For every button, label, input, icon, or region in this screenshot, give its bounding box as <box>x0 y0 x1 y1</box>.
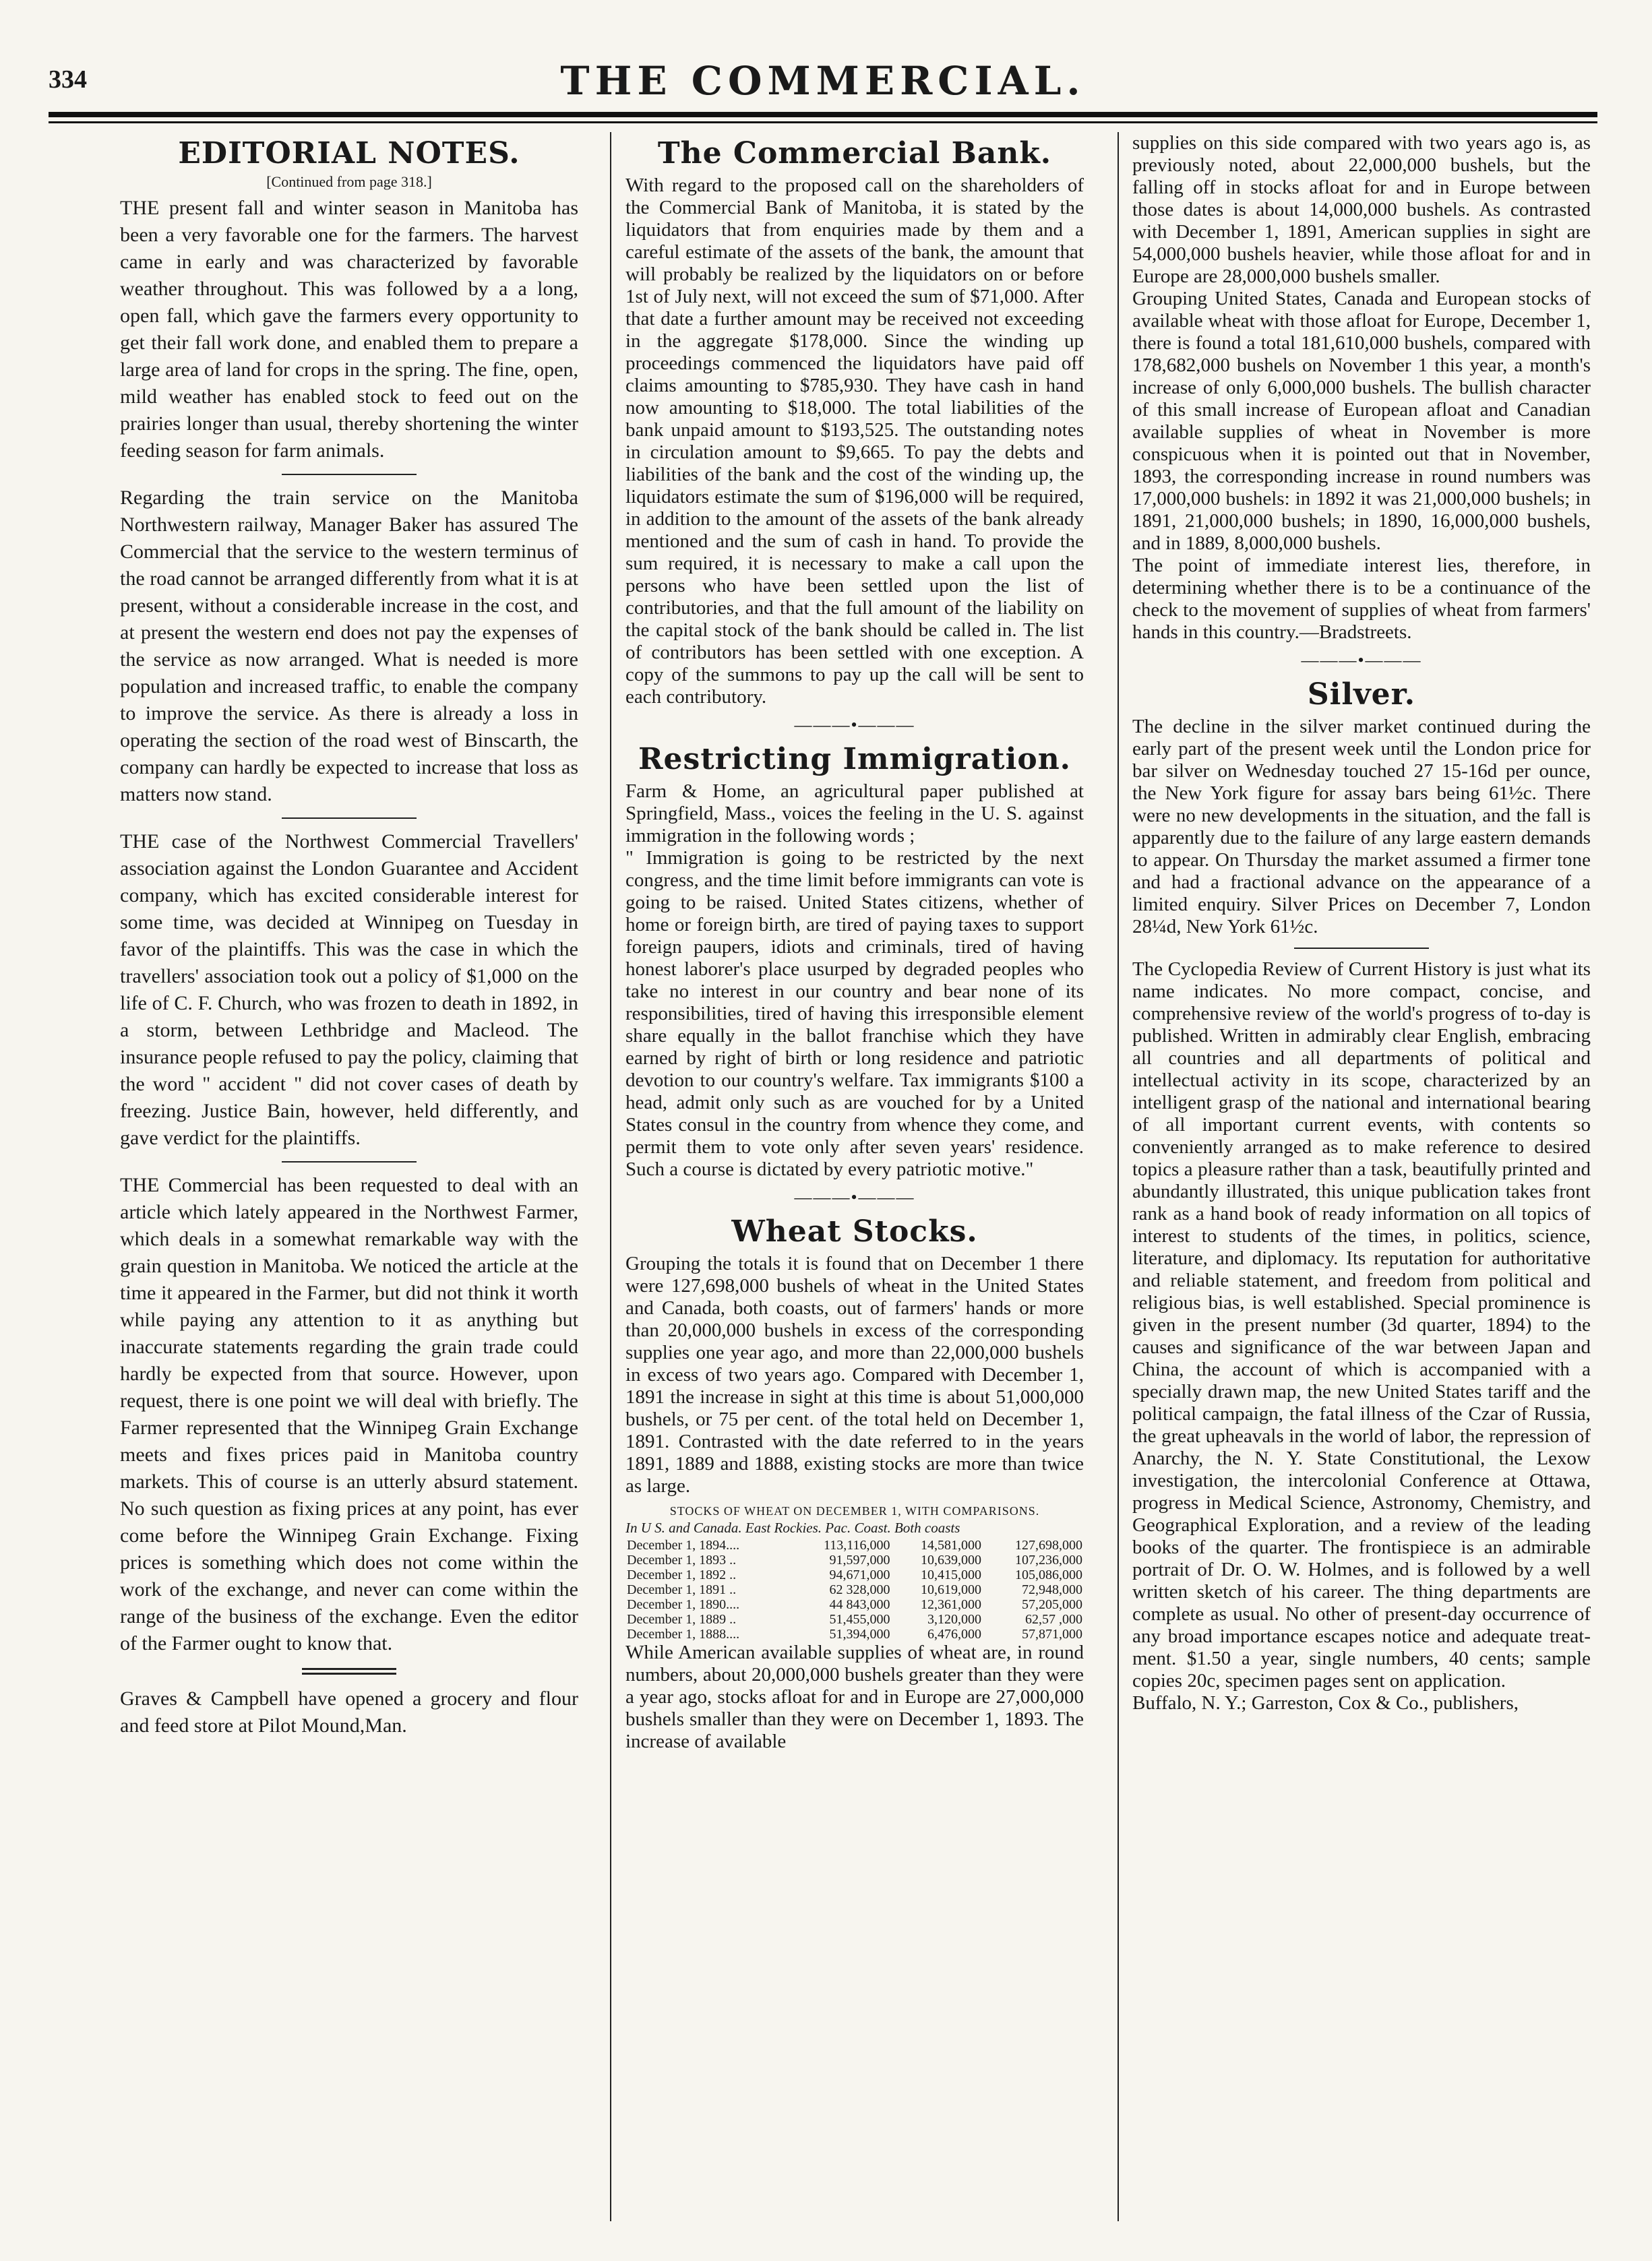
table-cell-value: 94,671,000 <box>829 1568 890 1582</box>
article-paragraph: The point of immediate interest lies, therefore, in determining whether there is to be a continuance of the check to the movement of supplies of wheat from farmers' hands in this country.—Bradstreets. <box>1132 555 1591 643</box>
table-cell-value: 72,948,000 <box>1022 1582 1082 1597</box>
masthead-rule <box>49 112 1597 117</box>
editorial-paragraph: Regarding the train service on the Manitoba Northwestern railway, Manager Baker has assured The Commercial that the service to the western terminus of the road cannot be arranged differently from what it is at present, without a considerable increase in the cost, and at present the western end does not pay the expenses of the service as now arranged. What is needed is more population and increased traffic, to enable the company to improve the service. As there is already a loss in operating the section of the road west of Binscarth, the company can hardly be expected to increase that loss as matters now stand. <box>120 487 578 805</box>
section-divider <box>282 1161 417 1163</box>
table-cell-date: December 1, 1890.... <box>627 1597 740 1612</box>
editorial-paragraph: THE case of the Northwest Commercial Travellers' association against the London Guarantee and Accident company, which has excited considerable interest for some time, was decided at Winnipeg on Tuesday in favor of the plaintiffs. This was the case in which the travellers' association took out a policy of $1,000 on the life of C. F. Church, who was frozen to death in 1892, in a storm, between Lethbridge and Macleod. The insurance people refused to pay the policy, claiming that the word " accident " did not cover cases of death by freezing. Justice Bain, however, held differently, and gave verdict for the plaintiffs. <box>120 830 578 1149</box>
column-divider-2 <box>1118 132 1119 2221</box>
column-2 <box>625 132 1084 2228</box>
section-divider <box>282 474 417 475</box>
table-cell-value: 51,455,000 <box>829 1612 890 1627</box>
silver-heading: Silver. <box>1307 677 1416 712</box>
table-cell-date: December 1, 1892 .. <box>627 1568 737 1582</box>
masthead-rule-thin <box>49 121 1597 123</box>
table-cell-value: 127,698,000 <box>1015 1538 1082 1553</box>
table-cell-value: 12,361,000 <box>921 1597 982 1612</box>
ornamental-divider: ———•——— <box>794 1187 915 1207</box>
article-paragraph: The decline in the silver market continued during the early part of the present week until the London price for bar silver on Wednesday touched 27 15-16d per ounce, the New York figure for assay bars being 61½c. There were no new developments in the situation, and the fall is apparently due to the failure of any large eastern demands to appear. On Thursday the market assumed a firmer tone and had a fractional advance on the appearance of a limited enquiry. Silver Prices on December 7, London 28¼d, New York 61½c. <box>1132 716 1591 937</box>
continued-note: [Continued from page 318.] <box>266 173 432 190</box>
article-paragraph: Grouping the totals it is found that on December 1 there were 127,698,000 bushels of wheat in the United States and Canada, both coasts, out of farmers' hands or more than 20,000,000 bushels in excess of the corresponding supplies one year ago, and more than 22,000,000 bushels in excess of two years ago. Compared with December 1, 1891 the increase in sight at this time is about 51,000,000 bushels, or 75 per cent. of the total held on December 1, 1891. Contrasted with the date referred to in the years 1891, 1889 and 1888, existing stocks are more than twice as large. <box>625 1253 1084 1497</box>
section-divider <box>1294 948 1429 949</box>
table-cell-value: 10,639,000 <box>921 1553 982 1568</box>
editorial-paragraph: Graves & Campbell have opened a grocery and flour and feed store at Pilot Mound,Man. <box>120 1687 578 1737</box>
ornamental-divider: ———•——— <box>1301 650 1422 670</box>
article-paragraph: Farm & Home, an agricultural paper published at Springfield, Mass., voices the feeling in the U. S. against immigration in the following words ; <box>625 780 1084 846</box>
table-cell-value: 107,236,000 <box>1015 1553 1082 1568</box>
section-divider <box>282 817 417 819</box>
table-row <box>625 1568 1084 1582</box>
table-cell-value: 62,57 ,000 <box>1025 1612 1082 1627</box>
table-row <box>625 1627 1084 1642</box>
table-cell-date: December 1, 1891 .. <box>627 1582 737 1597</box>
table-cell-date: December 1, 1893 .. <box>627 1553 737 1568</box>
table-row <box>625 1538 1084 1553</box>
commercial-bank-heading: The Commercial Bank. <box>657 136 1052 171</box>
page-number: 334 <box>49 65 87 94</box>
table-cell-date: December 1, 1888.... <box>627 1627 740 1642</box>
table-cell-value: 113,116,000 <box>824 1538 890 1553</box>
editorial-paragraph: THE Commercial has been requested to deal with an article which lately appeared in the Northwest Farmer, which deals in a somewhat remarkable way with the grain question in Manitoba. We noticed the article at the time it appeared in the Farmer, but did not think it worth while paying any attention to it as anything but inaccurate statements regarding the grain trade could hardly be expected from that source. However, upon request, there is one point we will deal with briefly. The Farmer represented that the Winnipeg Grain Exchange meets and fixes prices paid in Manitoba country markets. This of course is an utterly absurd statement. No such question as fixing prices at any point, has ever come before the Winnipeg Grain Exchange. Fixing prices is something which does not come within the work of the exchange, and never can come within the range of the business of the exchange. Even the editor of the Farmer ought to know that. <box>120 1174 578 1654</box>
table-cell-value: 6,476,000 <box>927 1627 982 1642</box>
wheat-stocks-table <box>625 1538 1084 1642</box>
table-cell-date: December 1, 1894.... <box>627 1538 740 1553</box>
article-paragraph: The Cyclopedia Review of Current History is just what its name indicates. No more compact, concise, and comprehensive review of the world's progress of to-day is published. Written in admirably clear English, embracing all countries and all departments of political and intellectual activity in its scope, characterized by an intelligent grasp of the national and international bearing of all important current events, with contents so conveniently arranged as to make reference to desired topics a pleasure rather than a task, beautifully printed and abundantly illustrated, this unique publication takes front rank as a hand book of ready information on all topics of interest to students of the times, in politics, science, literature, and diplomacy. Its reputation for authoritative and reliable statement, and freedom from political and religious bias, is well established. Special prominence is given in the present number (3d quarter, 1894) to the causes and significance of the war between Japan and China, the account of which is accompanied with a specially drawn map, the new United States tariff and the political campaign, the fatal illness of the Czar of Russia, the great upheavals in the world of labor, the repression of Anarchy, the N. Y. State Constitutional, the Lexow investigation, the intercolonial Conference at Ottawa, progress in Medical Science, Astronomy, Chemistry, and Geographical Exploration, and a review of the leading books of the quarter. The frontispiece is an admirable portrait of Dr. O. W. Holmes, and is followed by a well written sketch of his career. The thing departments are complete as usual. No other of present-day occurrence of any broad importance escapes notice and adequate treat-ment. $1.50 a year, single numbers, 40 cents; sample copies 20c, specimen pages sent on application. <box>1132 958 1591 1692</box>
article-paragraph: While American available supplies of wheat are, in round numbers, about 20,000,000 bushels greater than they were a year ago, stocks afloat for and in Europe are 27,000,000 bushels smaller than they were on December 1, 1893. The increase of available <box>625 1642 1084 1752</box>
table-cell-value: 44 843,000 <box>829 1597 890 1612</box>
table-row <box>625 1597 1084 1612</box>
table-row <box>625 1612 1084 1627</box>
article-paragraph: supplies on this side compared with two years ago is, as previously noted, about 22,000,000 bushels, but the falling off in stocks afloat for and in Europe between those dates is about 14,000,000 bushels. As contrasted with December 1, 1891, American supplies in sight are 54,000,000 bushels heavier, while those afloat for and in Europe are 28,000,000 bushels smaller. <box>1132 132 1591 287</box>
paper-title: THE COMMERCIAL. <box>560 58 1086 104</box>
section-divider-double <box>302 1668 396 1675</box>
table-cell-value: 62 328,000 <box>829 1582 890 1597</box>
wheat-stocks-heading: Wheat Stocks. <box>731 1214 978 1249</box>
table-cell-value: 91,597,000 <box>829 1553 890 1568</box>
table-row <box>625 1553 1084 1568</box>
editorial-notes-heading: EDITORIAL NOTES. <box>178 136 520 171</box>
restricting-immigration-heading: Restricting Immigration. <box>638 742 1072 776</box>
table-cell-value: 51,394,000 <box>829 1627 890 1642</box>
table-cell-value: 57,871,000 <box>1022 1627 1082 1642</box>
table-cell-value: 105,086,000 <box>1015 1568 1082 1582</box>
stocks-table-header: In U S. and Canada. East Rockies. Pac. Coast. Both coasts <box>625 1520 960 1536</box>
ornamental-divider: ———•——— <box>794 715 915 735</box>
table-cell-value: 57,205,000 <box>1022 1597 1082 1612</box>
table-cell-value: 3,120,000 <box>927 1612 982 1627</box>
table-cell-value: 10,619,000 <box>921 1582 982 1597</box>
table-row <box>625 1582 1084 1597</box>
table-cell-date: December 1, 1889 .. <box>627 1612 737 1627</box>
column-1 <box>120 132 578 2228</box>
table-cell-value: 14,581,000 <box>921 1538 982 1553</box>
article-paragraph: With regard to the proposed call on the shareholders of the Commercial Bank of Manitoba, it is stated by the liquidators that from enquiries made by them and a careful estimate of the assets of the bank, the amount that will probably be realized by the liquidators on or before 1st of July next, will not exceed the sum of $71,000. After that date a further amount may be received not exceeding in the aggregate $178,000. Since the winding up proceedings commenced the liquidators have paid off claims amounting to $785,930. They have cash in hand now amounting to $18,000. The total liabilities of the bank unpaid amount to $193,525. The outstanding notes in circulation amount to $9,665. To pay the debts and liabilities of the bank and the cost of the winding up, the liquidators estimate the sum of $196,000 will be required, in addition to the amount of the assets of the bank already mentioned and the sum of cash in hand. To provide the sum required, it is necessary to make a call upon the persons who have been settled upon the list of contributories, and that the full amount of the liability on the capital stock of the bank should be called in. The list of contributors has been settled with one exception. A copy of the summons to pay up the call will be sent to each contributory. <box>625 175 1084 708</box>
column-3 <box>1132 132 1591 2228</box>
article-paragraph: Buffalo, N. Y.; Garreston, Cox & Co., publishers, <box>1132 1692 1519 1714</box>
editorial-paragraph: THE present fall and winter season in Manitoba has been a very favorable one for the farmers. The harvest came in early and was characterized by favorable weather throughout. This was followed by a a long, open fall, which gave the farmers every opportunity to get their fall work done, and enabled them to prepare a large area of land for crops in the spring. The fine, open, mild weather has enabled stock to feed out on the prairies longer than usual, thereby shortening the winter feeding season for farm animals. <box>120 197 578 462</box>
column-divider-1 <box>610 132 611 2221</box>
article-paragraph: " Immigration is going to be restricted by the next congress, and the time limit before immigrants can vote is going to be raised. United States citizens, whether of home or foreign birth, are tired of paying taxes to support foreign paupers, idiots and criminals, tired of having honest laborer's place usurped by degraded peoples who take no interest in our country and bear none of its responsibilities, tired of having this irresponsible element share equally in the ballot franchise which they have earned by right of birth or long residence and patriotic devotion to our country's welfare. Tax immigrants $100 a head, admit only such as are vouched for by a United States consul in the country from whence they come, and permit them to vote only after seven years' residence. Such a course is dictated by every patriotic motive." <box>625 847 1084 1180</box>
table-cell-value: 10,415,000 <box>921 1568 982 1582</box>
stocks-table-caption: STOCKS OF WHEAT ON DECEMBER 1, WITH COMPARISONS. <box>669 1504 1040 1518</box>
masthead <box>49 58 1597 112</box>
article-paragraph: Grouping United States, Canada and European stocks of available wheat with those afloat for Europe, December 1, there is found a total 181,610,000 bushels, compared with 178,682,000 bushels on November 1 this year, a month's increase of only 6,000,000 bushels. The bullish character of this small increase of European afloat and Canadian available supplies of wheat in November is more conspicuous when it is pointed out that in November, 1893, the corresponding increase in round numbers was 17,000,000 bushels: in 1892 it was 21,000,000 bushels; in 1891, 21,000,000 bushels; in 1890, 16,000,000 bushels, and in 1889, 8,000,000 bushels. <box>1132 288 1591 554</box>
